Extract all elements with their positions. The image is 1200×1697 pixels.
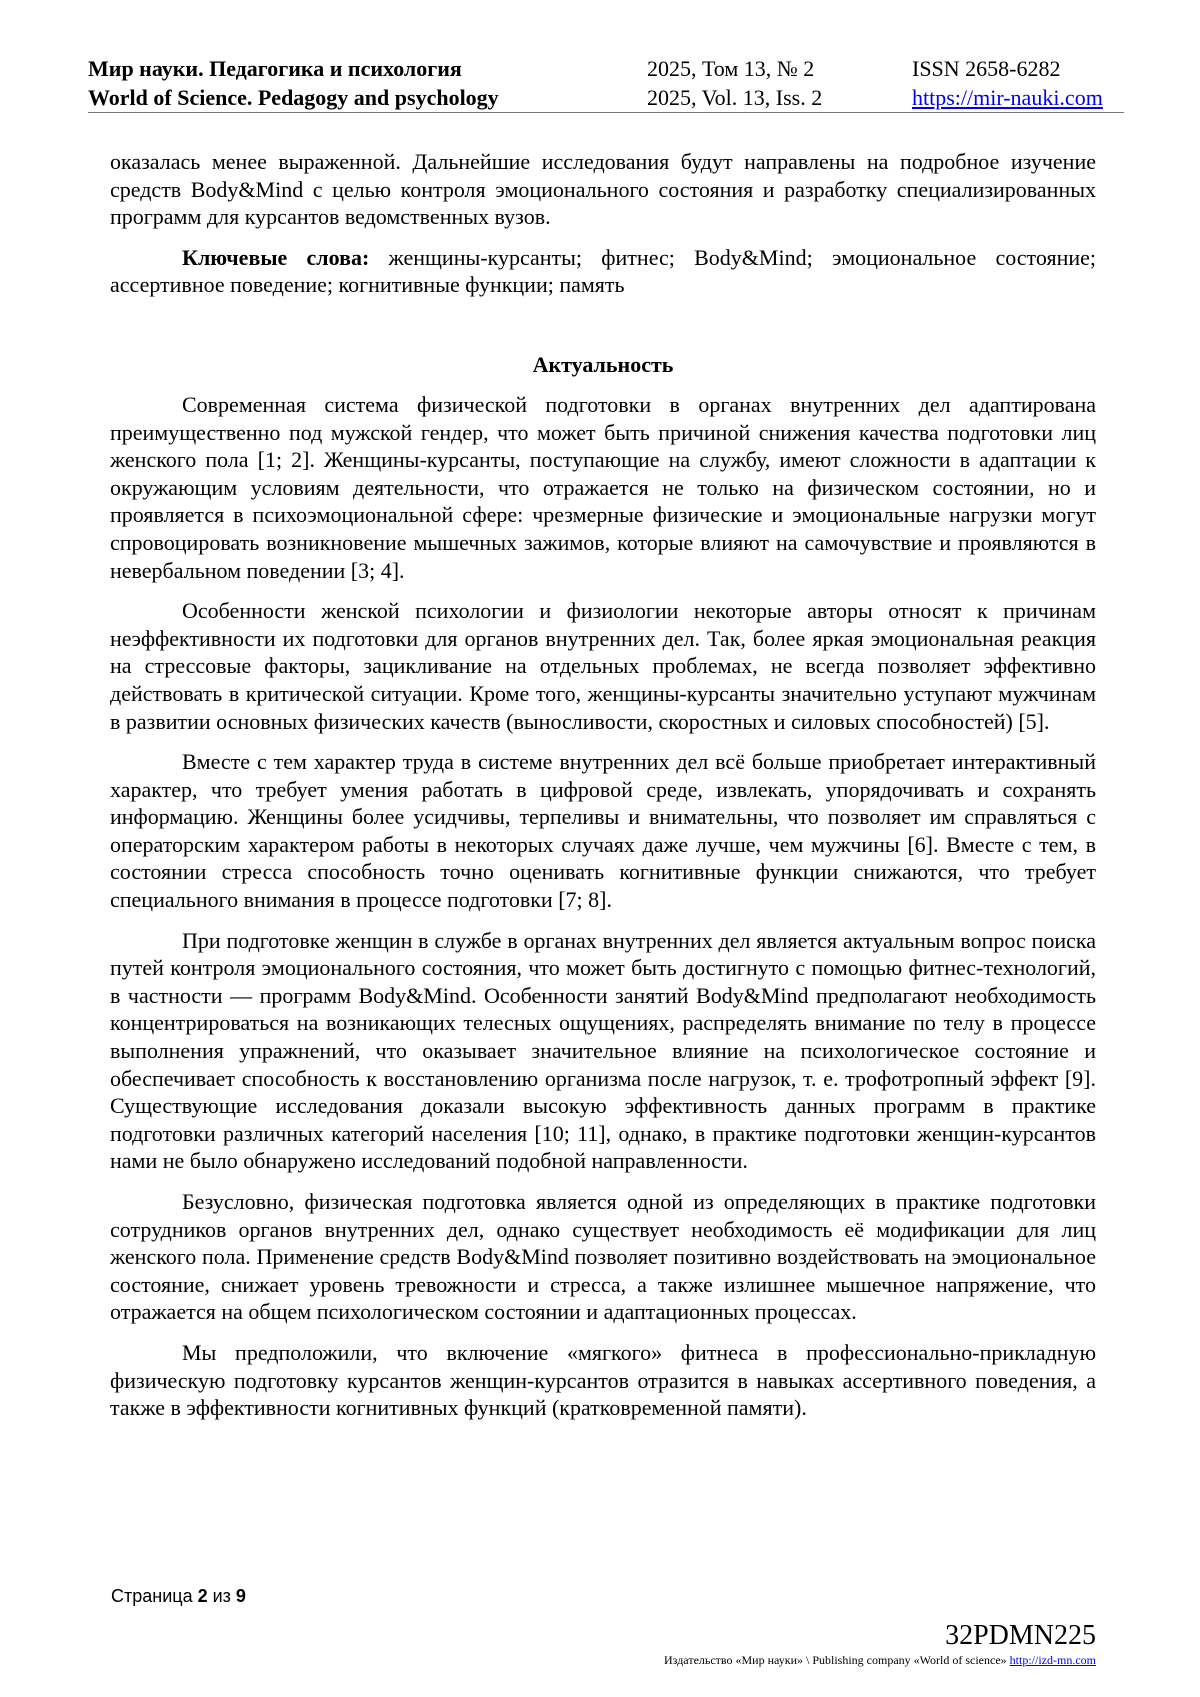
page-total: 9 — [235, 1586, 246, 1606]
keywords-label: Ключевые слова: — [182, 244, 370, 270]
page-current: 2 — [197, 1586, 208, 1606]
paragraph: При подготовке женщин в службе в органах внутренних дел является актуальным вопрос поиска путей контроля эмоционального состояния, что может быть достигнуто с помощью фитнес-технологий, в частности — программ Body&Mind. Особенности занятий Body&Mind предполагают необходимость концентрироваться на возникающих телесных ощущениях, распределять внимание по телу в процессе выполнения упражнений, что оказывает значительное влияние на психологическое состояние и обеспечивает способность к восстановлению организма после нагрузок, т. е. трофотропный эффект [9]. Существующие исследования доказали высокую эффективность данных программ в практике подготовки различных категорий населения [10; 11], однако, в практике подготовки женщин-курсантов нами не было обнаружено исследований подобной направленности. — [110, 927, 1096, 1174]
paragraph: Мы предположили, что включение «мягкого» фитнеса в профессионально-прикладную физическую подготовку курсантов женщин-курсантов отразится в навыках ассертивного поведения, а также в эффективности когнитивных функций (кратковременной памяти). — [110, 1339, 1096, 1421]
journal-site-link[interactable]: https://mir-nauki.com — [912, 85, 1103, 110]
paragraph: Особенности женской психологии и физиологии некоторые авторы относят к причинам неэффективности их подготовки для органов внутренних дел. Так, более яркая эмоциональная реакция на стрессовые факторы, зацикливание на отдельных проблемах, не всегда позволяет эффективно действовать в критической ситуации. Кроме того, женщины-курсанты значительно уступают мужчинам в развитии основных физических качеств (выносливости, скоростных и силовых способностей) [5]. — [110, 598, 1096, 734]
page-content — [110, 148, 1096, 1435]
header-divider — [88, 112, 1124, 113]
journal-title — [88, 54, 499, 112]
section-title: Актуальность — [532, 351, 674, 377]
article-code: 32PDMN225 — [945, 1620, 1096, 1651]
page-prefix: Страница — [111, 1586, 198, 1606]
issue-info-en: 2025, Vol. 13, Iss. 2 — [647, 85, 823, 110]
journal-header — [88, 54, 1120, 114]
keywords — [110, 244, 1096, 299]
paragraph: Современная система физической подготовки в органах внутренних дел адаптирована преимущественно под мужской гендер, что может быть причиной снижения качества подготовки лиц женского пола [1; 2]. Женщины-курсанты, поступающие на службу, имеют сложности в адаптации к окружающим условиям деятельности, что отражается не только на физическом состоянии, но и проявляется в психоэмоциональной сфере: чрезмерные физические и эмоциональные нагрузки могут спровоцировать возникновение мышечных зажимов, которые влияют на самочувствие и проявляются в невербальном поведении [3; 4]. — [110, 391, 1096, 583]
publisher-text: Издательство «Мир науки» \ Publishing company «World of science» — [664, 1653, 1010, 1667]
issn: ISSN 2658-6282 — [912, 56, 1061, 81]
keywords-text: женщины-курсанты; фитнес; Body&Mind; эмоциональное состояние; ассертивное поведение; когнитивные функции; память — [110, 244, 1096, 298]
issn-block — [912, 54, 1103, 112]
issue-info — [647, 54, 822, 112]
paragraph: Безусловно, физическая подготовка является одной из определяющих в практике подготовки сотрудников органов внутренних дел, однако существует необходимость её модификации для лиц женского пола. Применение средств Body&Mind позволяет позитивно воздействовать на эмоциональное состояние, снижает уровень тревожности и стресса, а также излишнее мышечное напряжение, что отражается на общем психологическом состоянии и адаптационных процессах. — [110, 1189, 1096, 1325]
publisher-line — [664, 1652, 1096, 1668]
journal-title-ru: Мир науки. Педагогика и психология — [88, 56, 462, 81]
page-middle: из — [207, 1586, 236, 1606]
publisher-link[interactable]: http://izd-mn.com — [1009, 1653, 1096, 1667]
page-number — [111, 1586, 246, 1607]
abstract-end: оказалась менее выраженной. Дальнейшие исследования будут направлены на подробное изучение средств Body&Mind с целью контроля эмоционального состояния и разработку специализированных программ для курсантов ведомственных вузов. — [110, 149, 1096, 230]
paragraph: Вместе с тем характер труда в системе внутренних дел всё больше приобретает интерактивный характер, что требует умения работать в цифровой среде, извлекать, упорядочивать и сохранять информацию. Женщины более усидчивы, терпеливы и внимательны, что позволяет им справляться с операторским характером работы в некоторых случаях даже лучше, чем мужчины [6]. Вместе с тем, в состоянии стресса способность точно оценивать когнитивные функции снижаются, что требует специального внимания в процессе подготовки [7; 8]. — [110, 749, 1096, 913]
journal-title-en: World of Science. Pedagogy and psychology — [88, 85, 499, 110]
issue-info-ru: 2025, Том 13, № 2 — [647, 56, 815, 81]
